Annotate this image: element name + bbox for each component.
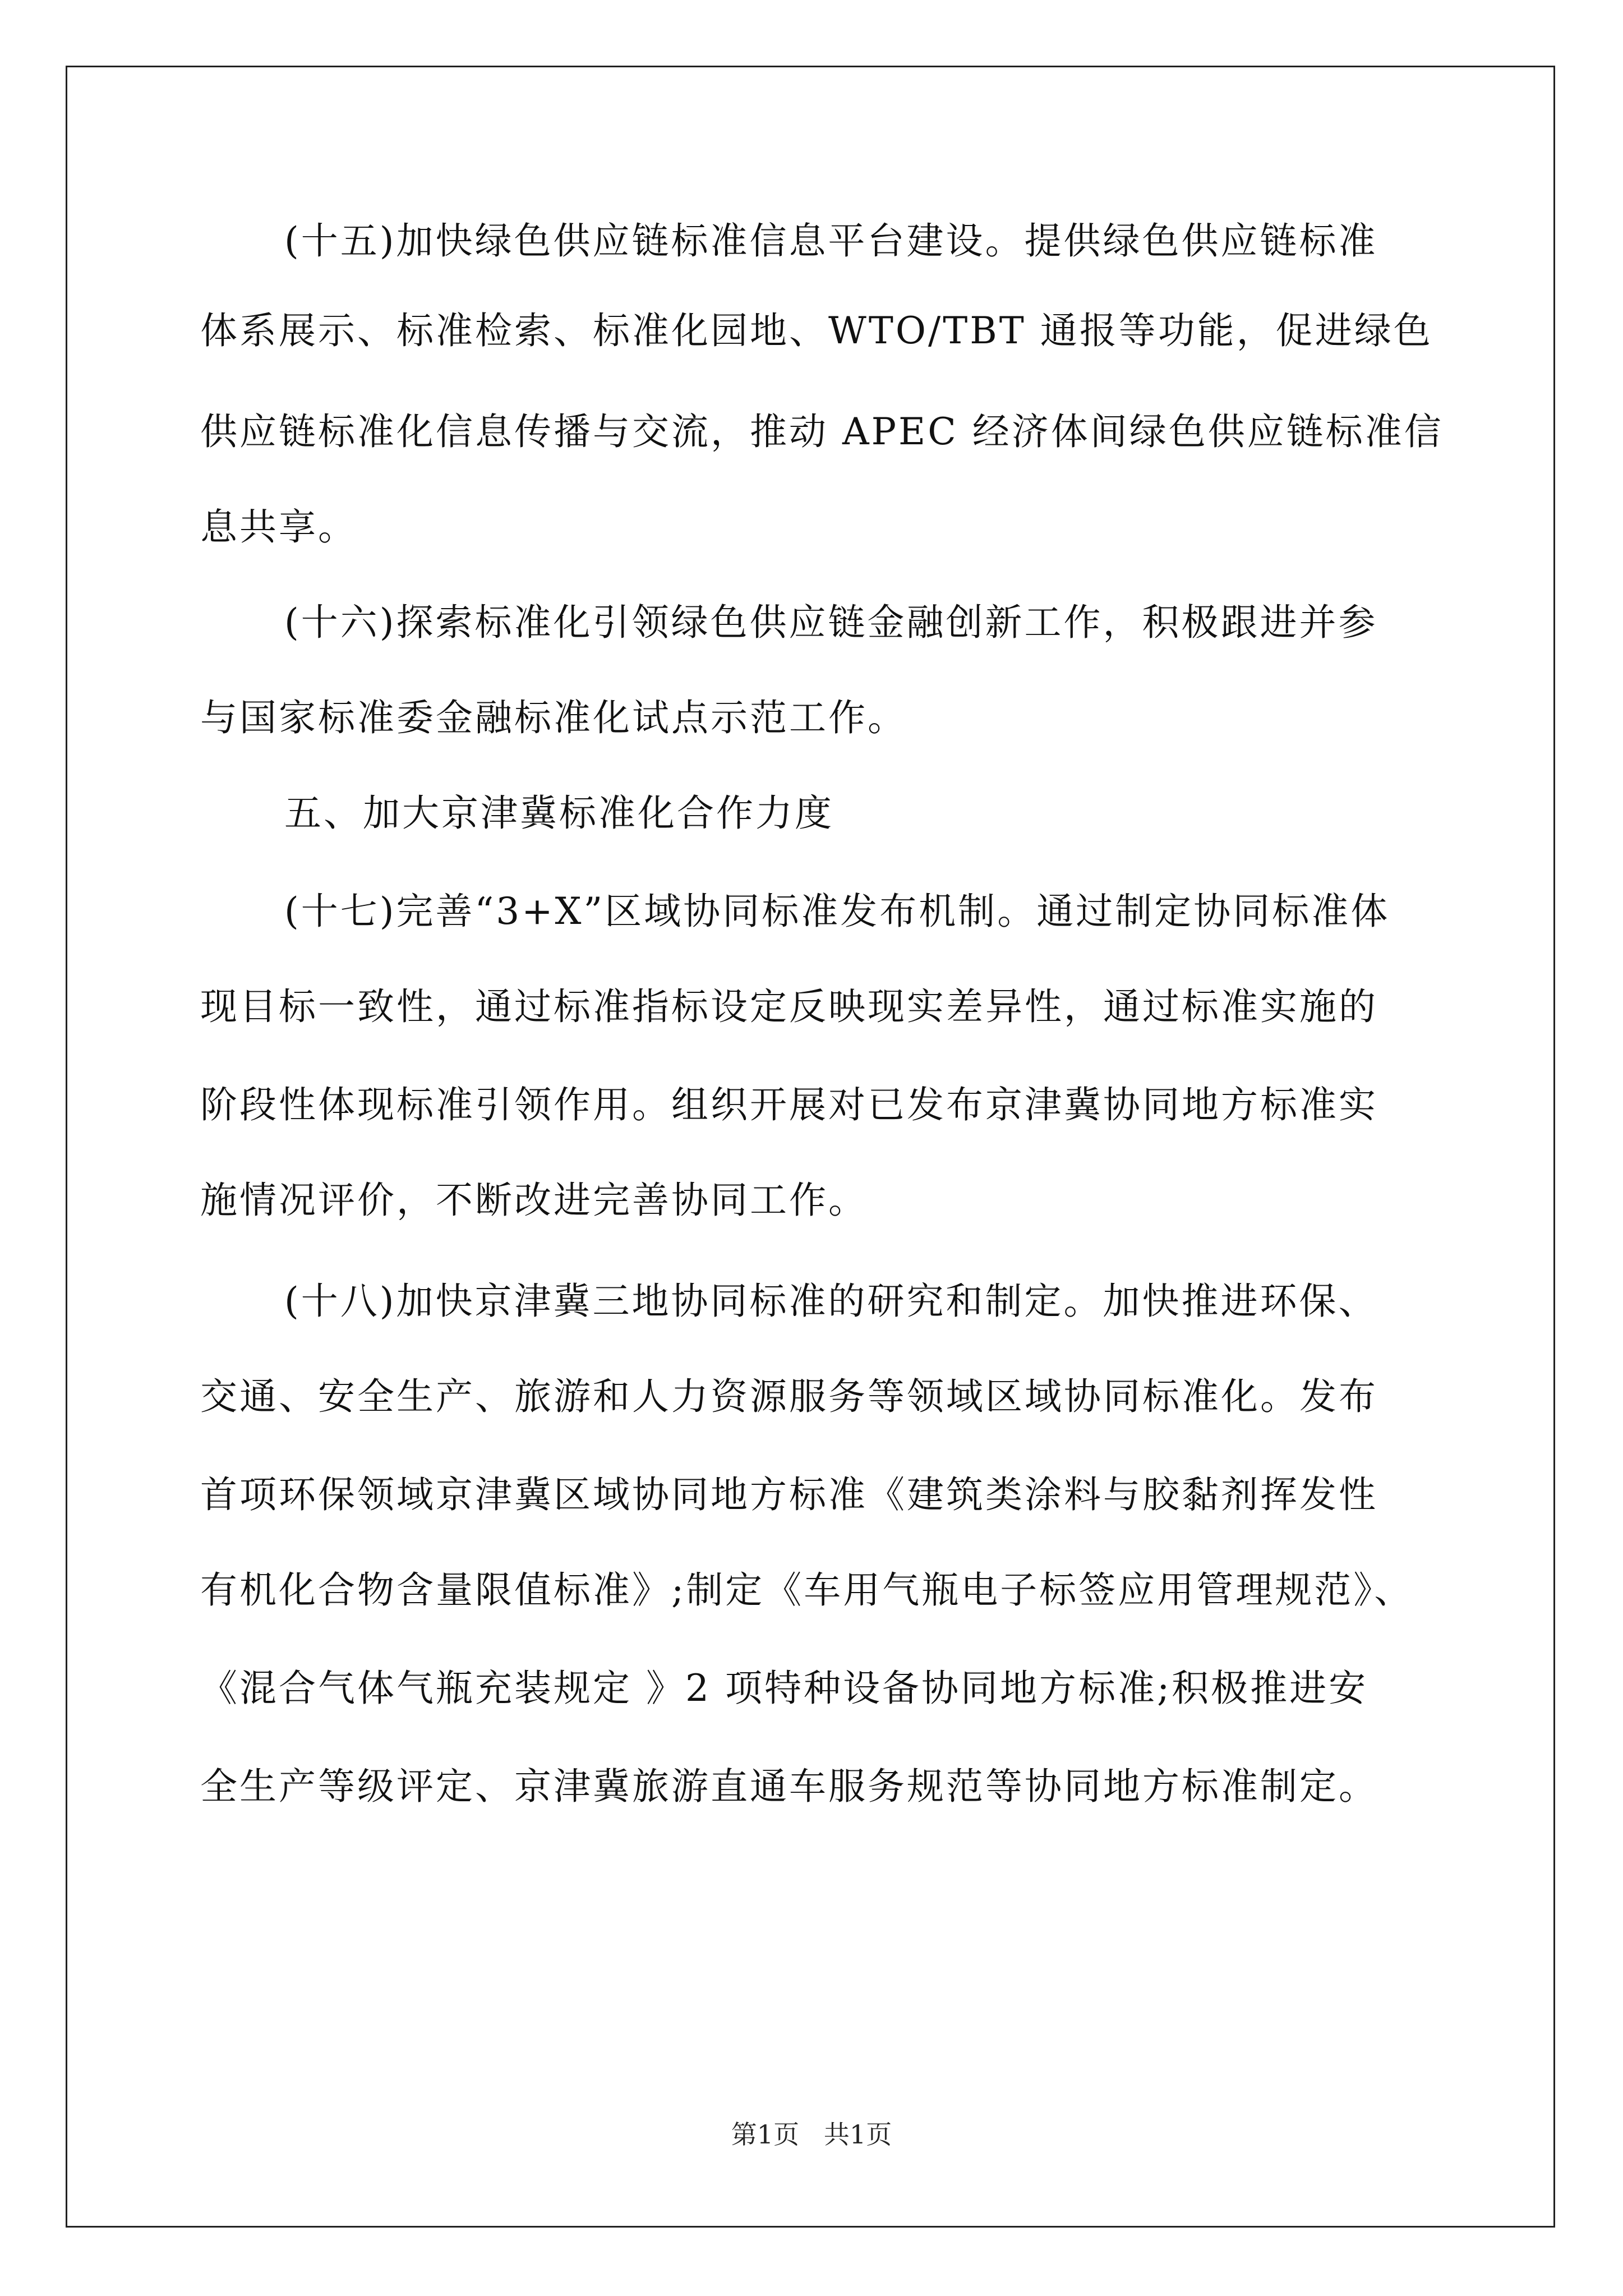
section-heading-5: 五、加大京津冀标准化合作力度 [284,792,834,835]
paragraph-17-line-2: 现目标一致性，通过标准指标设定反映现实差异性，通过标准实施的 [200,985,1378,1028]
paragraph-15-line-3: 供应链标准化信息传播与交流，推动 APEC 经济体间绿色供应链标准信 [200,410,1444,453]
paragraph-17-line-3: 阶段性体现标准引领作用。组织开展对已发布京津冀协同地方标准实 [200,1083,1378,1126]
paragraph-18-line-1: (十八)加快京津冀三地协同标准的研究和制定。加快推进环保、 [284,1280,1378,1323]
paragraph-18-line-6: 全生产等级评定、京津冀旅游直通车服务规范等协同地方标准制定。 [200,1765,1378,1808]
paragraph-16-line-1: (十六)探索标准化引领绿色供应链金融创新工作，积极跟进并参 [284,601,1378,644]
page-number: 第1页 共1页 [731,2119,892,2150]
paragraph-17-line-4: 施情况评价，不断改进完善协同工作。 [200,1179,868,1222]
paragraph-18-line-2: 交通、安全生产、旅游和人力资源服务等领域区域协同标准化。发布 [200,1375,1378,1418]
page-border [66,66,1555,2228]
paragraph-18-line-3: 首项环保领域京津冀区域协同地方标准《建筑类涂料与胶黏剂挥发性 [200,1473,1378,1516]
paragraph-15-line-4: 息共享。 [200,505,357,549]
paragraph-16-line-2: 与国家标准委金融标准化试点示范工作。 [200,696,907,739]
paragraph-17-line-1: (十七)完善“3+X”区域协同标准发布机制。通过制定协同标准体 [284,890,1390,933]
paragraph-15-line-1: (十五)加快绿色供应链标准信息平台建设。提供绿色供应链标准 [284,219,1378,263]
paragraph-18-line-4: 有机化合物含量限值标准》;制定《车用气瓶电子标签应用管理规范》、 [200,1568,1414,1612]
paragraph-18-line-5: 《混合气体气瓶充装规定 》2 项特种设备协同地方标准;积极推进安 [200,1667,1368,1710]
paragraph-15-line-2: 体系展示、标准检索、标准化园地、WTO/TBT 通报等功能，促进绿色 [200,309,1433,352]
